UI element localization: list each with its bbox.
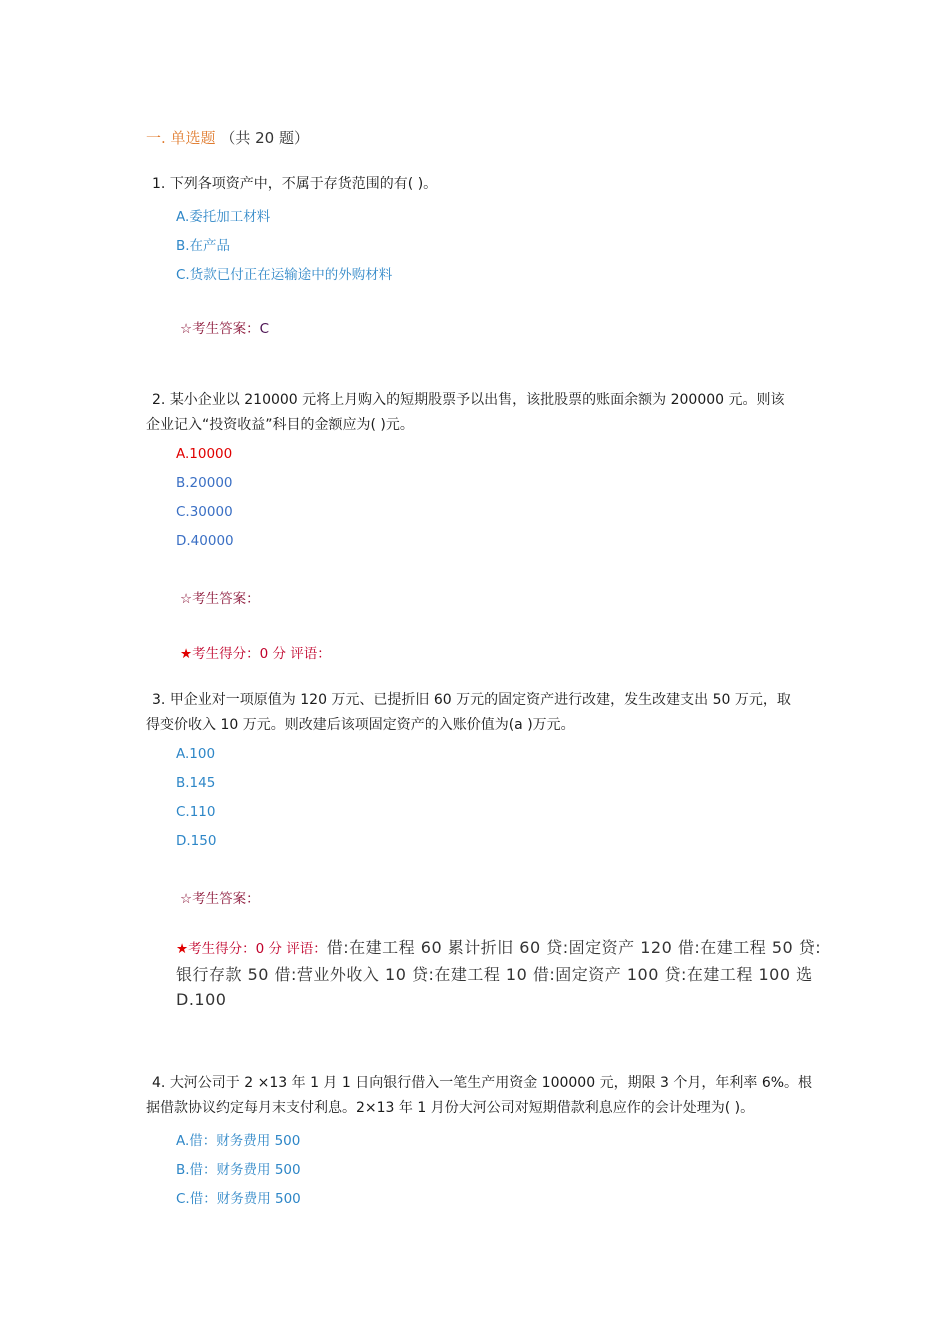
- star-icon: ★: [176, 941, 189, 957]
- question-text-line1: 大河公司于 2 ×13 年 1 月 1 日向银行借入一笔生产用资金 100000 元，期限 3 个月，年利率 6%。根: [169, 1075, 813, 1091]
- section-count: （共 20 题）: [220, 129, 309, 147]
- question-text-line2: 得变价收入 10 万元。则改建后该项固定资产的入账价值为(a )万元。: [146, 717, 575, 733]
- option-3d[interactable]: D.150: [176, 833, 217, 849]
- question-text-line1: 某小企业以 210000 元将上月购入的短期股票予以出售，该批股票的账面余额为 200000 元。则该: [169, 392, 785, 408]
- option-4c[interactable]: C.借：财务费用 500: [176, 1191, 301, 1207]
- question-text: 下列各项资产中，不属于存货范围的有( )。: [169, 176, 438, 192]
- question-text-line2: 据借款协议约定每月末支付利息。2×13 年 1 月份大河公司对短期借款利息应作的会计处理为( )。: [146, 1100, 755, 1116]
- option-1a[interactable]: A.委托加工材料: [176, 209, 271, 225]
- option-2c[interactable]: C.30000: [176, 504, 233, 520]
- option-2d[interactable]: D.40000: [176, 533, 234, 549]
- section-label: 一. 单选题: [146, 129, 216, 147]
- answer-1: [180, 317, 269, 337]
- option-1b[interactable]: B.在产品: [176, 238, 231, 254]
- option-4b[interactable]: B.借：财务费用 500: [176, 1162, 301, 1178]
- section-title: [146, 127, 309, 148]
- question-number: 1.: [152, 176, 166, 192]
- option-2a[interactable]: A.10000: [176, 446, 233, 462]
- option-3b[interactable]: B.145: [176, 775, 216, 791]
- score-2: [180, 642, 331, 662]
- question-number: 2.: [152, 392, 166, 408]
- option-3a[interactable]: A.100: [176, 746, 216, 762]
- answer-label: ☆考生答案：: [180, 591, 260, 607]
- score-comment: 借:在建工程 60 累计折旧 60 贷:固定资产 120 借:在建工程 50 贷:银行存款 50 借:营业外收入 10 贷:在建工程 10 借:固定资产 100 贷:在建工程 100 选 D.100: [176, 938, 822, 1009]
- question-number: 4.: [152, 1075, 166, 1091]
- star-icon: ★: [180, 646, 193, 662]
- answer-label: ☆考生答案：: [180, 321, 260, 337]
- answer-value: C: [259, 321, 270, 337]
- score-3: [176, 935, 836, 1012]
- question-2: [152, 388, 785, 413]
- question-text-line1: 甲企业对一项原值为 120 万元、已提折旧 60 万元的固定资产进行改建，发生改建支出 50 万元，取: [169, 692, 791, 708]
- question-number: 3.: [152, 692, 166, 708]
- question-text-line2: 企业记入“投资收益”科目的金额应为( )元。: [146, 417, 414, 433]
- answer-3: [180, 887, 260, 907]
- answer-label: ☆考生答案：: [180, 891, 260, 907]
- score-label: 考生得分：0 分 评语：: [188, 941, 327, 957]
- question-4: [152, 1071, 812, 1096]
- score-label: 考生得分：0 分 评语：: [192, 646, 331, 662]
- option-3c[interactable]: C.110: [176, 804, 216, 820]
- option-4a[interactable]: A.借：财务费用 500: [176, 1133, 301, 1149]
- option-2b[interactable]: B.20000: [176, 475, 233, 491]
- question-1: [152, 172, 437, 197]
- option-1c[interactable]: C.货款已付正在运输途中的外购材料: [176, 267, 393, 283]
- answer-2: [180, 587, 260, 607]
- question-3: [152, 688, 791, 713]
